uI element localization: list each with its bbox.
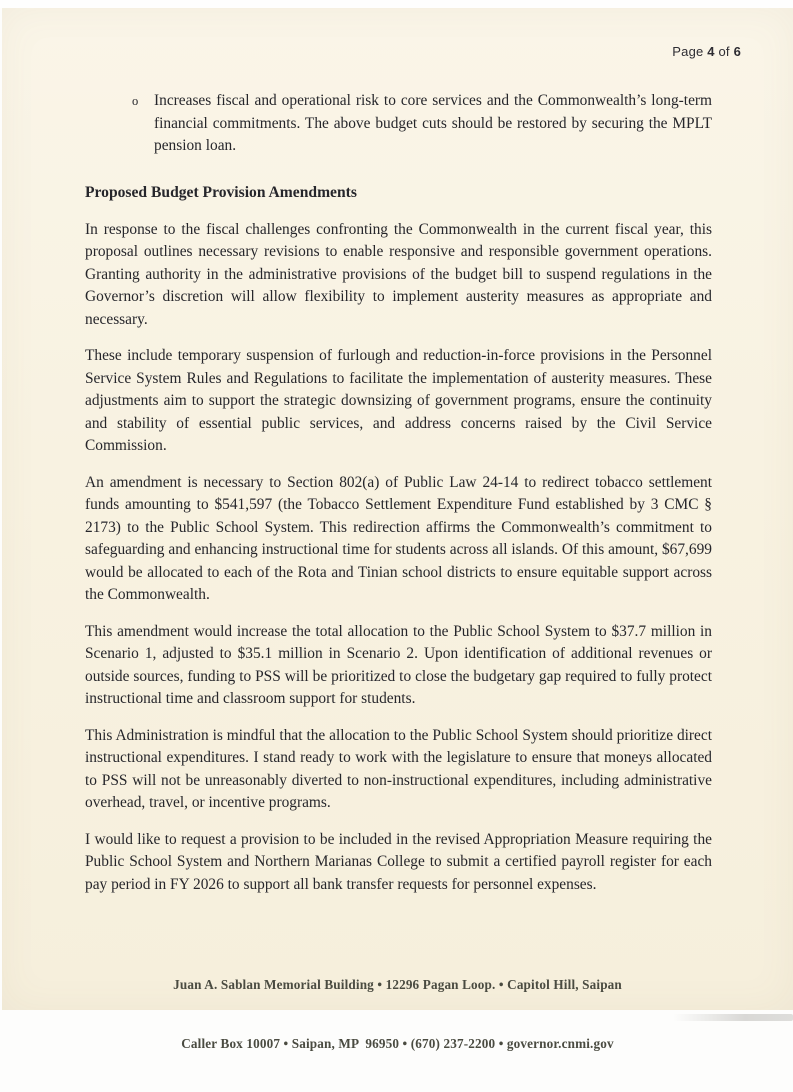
paper-sheet [2,8,793,1051]
section-heading: Proposed Budget Provision Amendments [85,183,357,201]
of-word: of [718,44,730,59]
page-number-value: 4 [707,44,715,59]
paragraph-tobacco-settlement: An amendment is necessary to Section 802(a) of Public Law 24-14 to redirect tobacco settlement funds amounting to $541,597 (the Tobacco Settlement Expenditure Fund established by 3 CMC § 2173) to the Public School System. This redirection affirms the Commonwealth’s commitment to safeguarding and enhancing instructional time for students across all islands. Of this amount, $67,699 would be allocated to each of the Rota and Tinian school districts to ensure equitable support across the Commonwealth. [85,473,712,603]
paragraph-pss-allocation: This amendment would increase the total allocation to the Public School System to $37.7 million in Scenario 1, adjusted to $35.1 million in Scenario 2. Upon identification of additional revenues or outside sources, funding to PSS will be prioritized to close the budgetary gap required to fully protect instructional time and classroom support for students. [85,622,712,707]
paragraph-instructional-expenditures: This Administration is mindful that the allocation to the Public School System should prioritize direct instructional expenditures. I stand ready to work with the legislature to ensure that moneys allocated to PSS will not be unreasonably diverted to non-instructional expenditures, including administrative overhead, travel, or incentive programs. [85,726,712,811]
bullet-marker: o [132,94,139,108]
footer-address-line: Juan A. Sablan Memorial Building • 12296 Pagan Loop. • Capitol Hill, Saipan [173,977,622,992]
paragraph-payroll-register: I would like to request a provision to be included in the revised Appropriation Measure requiring the Public School System and Northern Marianas College to submit a certified payroll register for each pay period in FY 2026 to support all bank transfer requests for personnel expenses. [85,830,712,893]
scan-edge-top [0,0,793,8]
letter-body [85,8,715,896]
page-total-value: 6 [733,44,741,59]
bullet-text: Increases fiscal and operational risk to core services and the Commonwealth’s long-term financial commitments. The above budget cuts should be restored by securing the MPLT pension loan. [154,92,712,154]
paragraph-fiscal-challenges: In response to the fiscal challenges confronting the Commonwealth in the current fiscal year, this proposal outlines necessary revisions to enable responsive and responsible government operations. Granting authority in the administrative provisions of the budget bill to suspend regulations in the Governor’s discretion will allow flexibility to implement austerity measures as appropriate and necessary. [85,220,712,328]
paragraph-furlough-suspension: These include temporary suspension of furlough and reduction-in-force provisions in the Personnel Service System Rules and Regulations to facilitate the implementation of austerity measures. These adjustments aim to support the strategic downsizing of government programs, ensure the continuity and stability of essential public services, and address concerns raised by the Civil Service Commission. [85,347,712,454]
footer-contact-line: Caller Box 10007 • Saipan, MP 96950 • (670) 237-2200 • governor.cnmi.gov [181,1035,614,1051]
page-word: Page [672,44,704,59]
scan-artifact-shadow [673,1014,793,1021]
bullet-item [132,90,712,158]
